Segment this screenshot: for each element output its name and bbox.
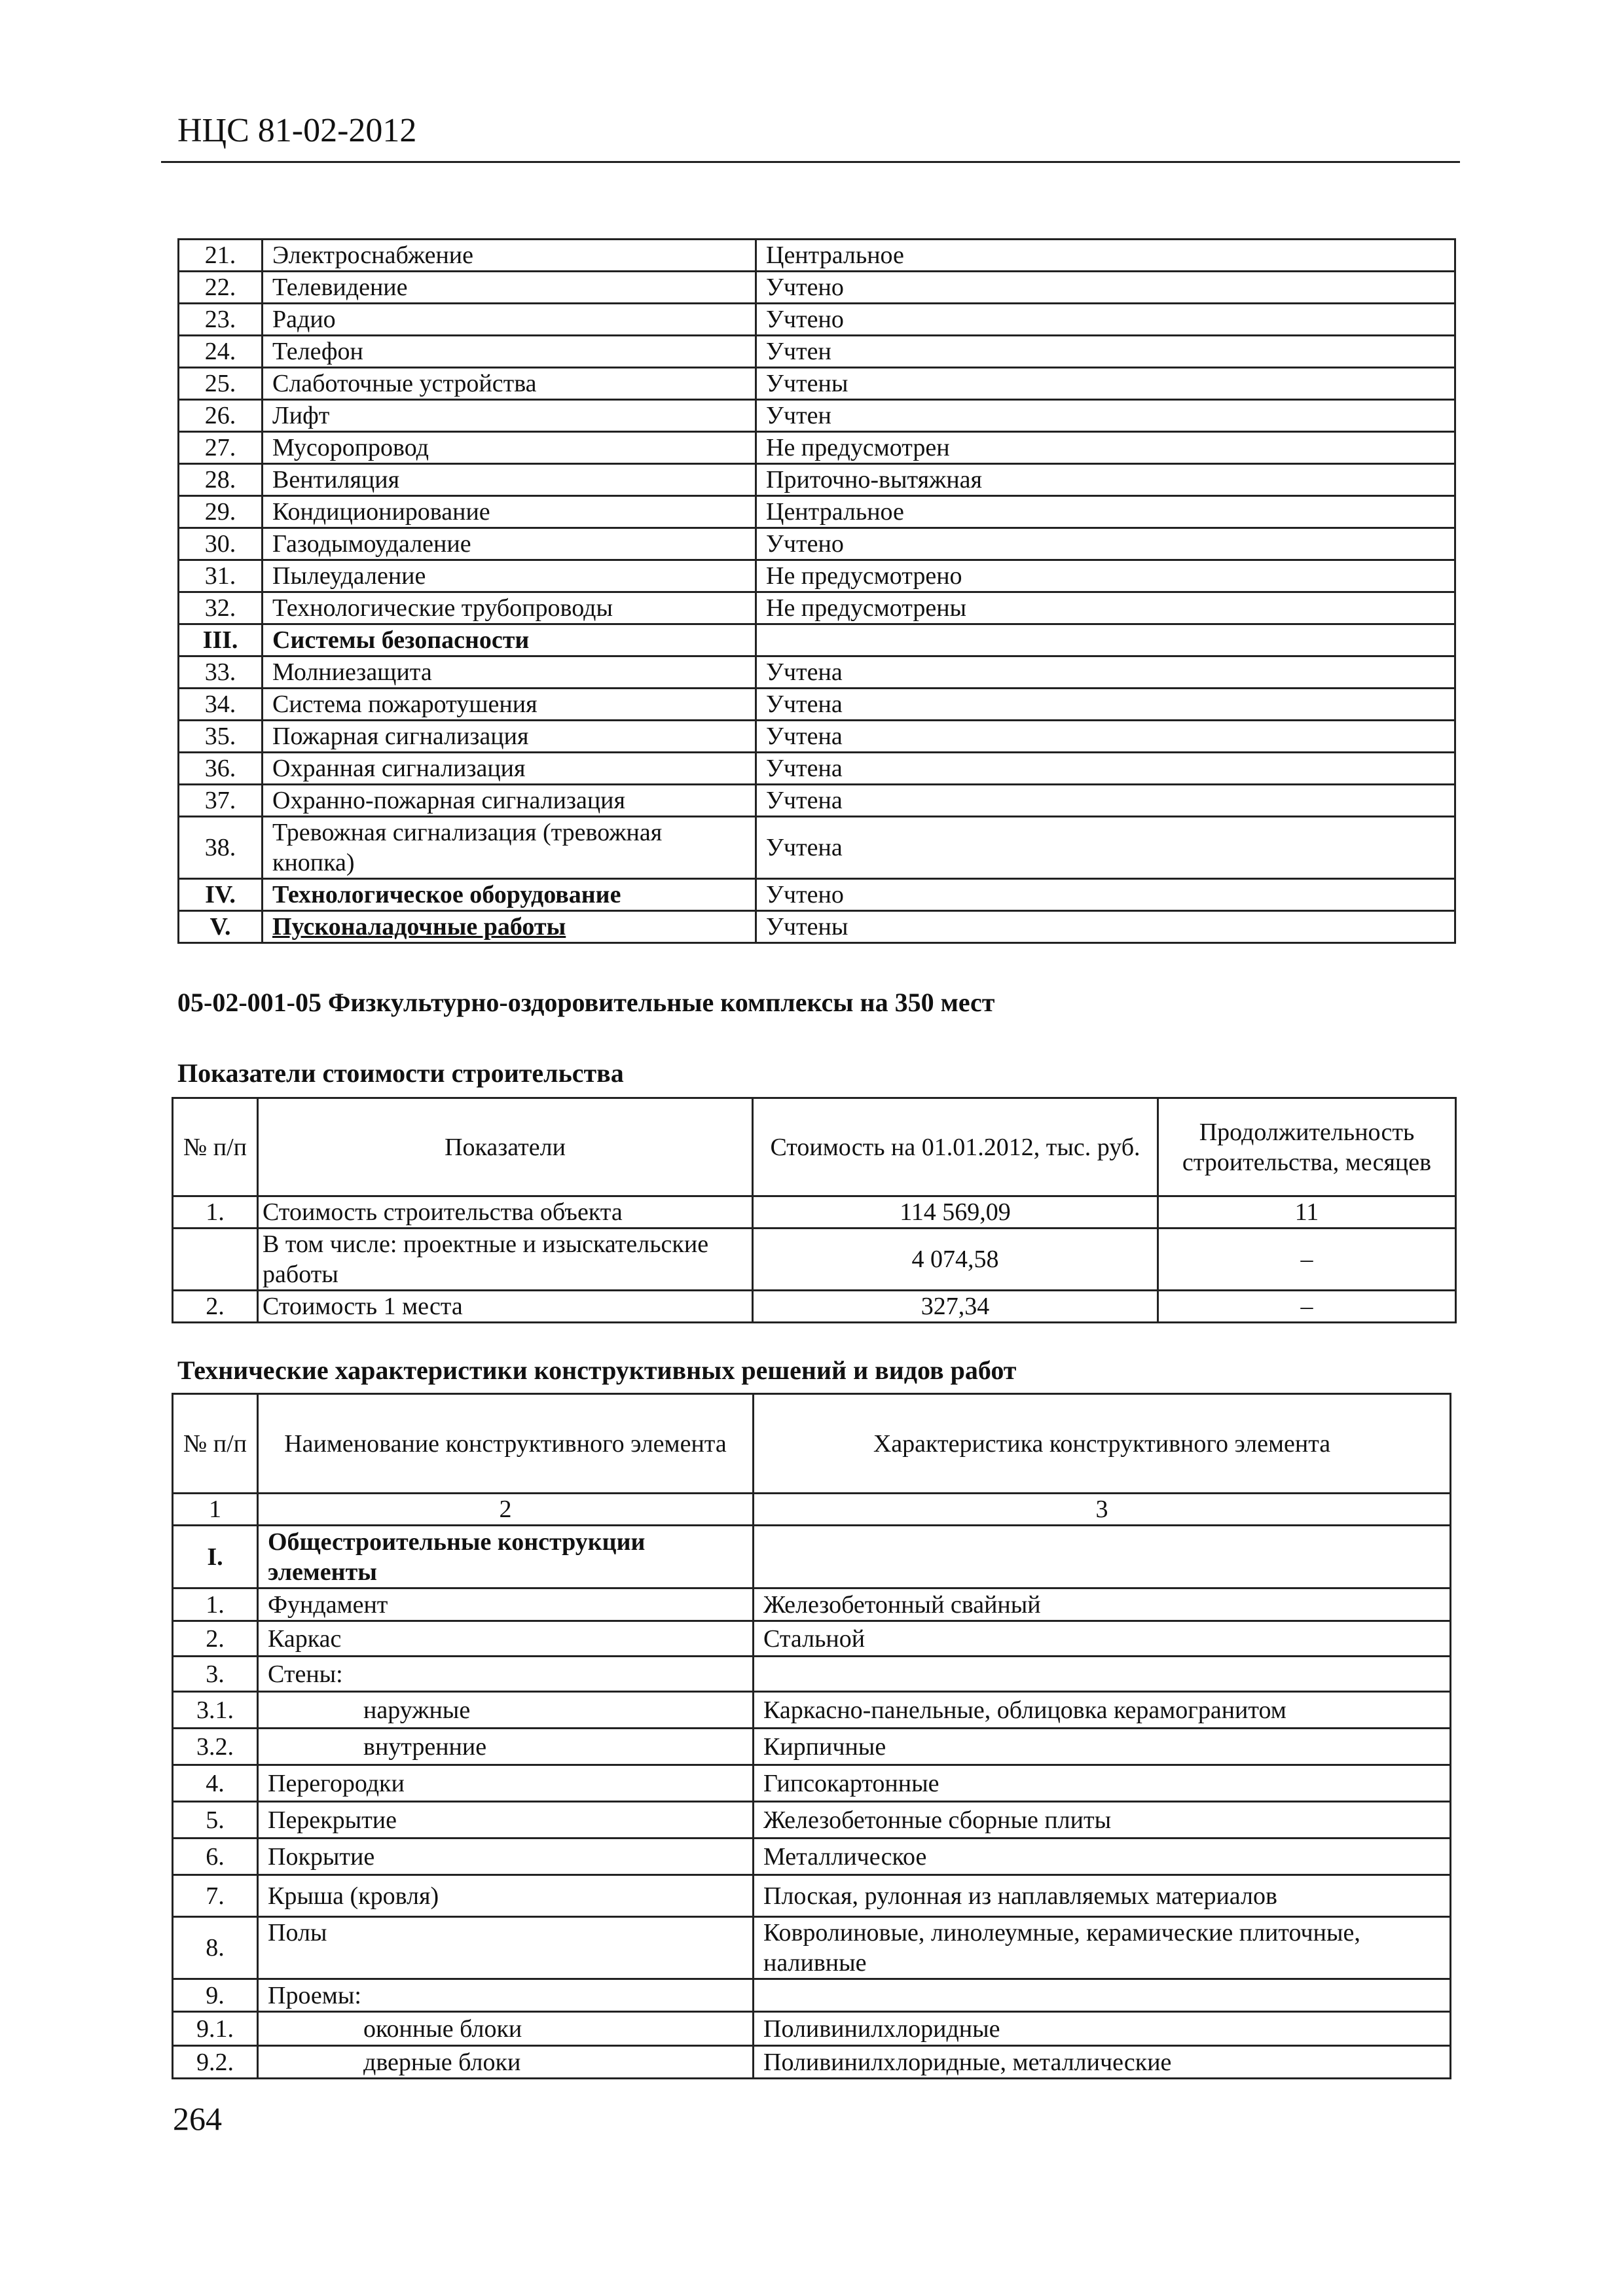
- tech-row-number: 7.: [173, 1875, 258, 1917]
- tech-row-value: [754, 1657, 1451, 1692]
- table-row: [173, 1765, 1451, 1802]
- table-row: [179, 336, 1455, 368]
- row-name: Электроснабжение: [263, 240, 756, 272]
- table-row: [179, 879, 1455, 911]
- tech-row-name: Фундамент: [258, 1588, 754, 1621]
- row-number: 25.: [179, 368, 263, 400]
- row-value: Учтены: [756, 368, 1455, 400]
- row-value: Приточно-вытяжная: [756, 464, 1455, 496]
- cost-row-number: [173, 1229, 258, 1291]
- row-number: III.: [179, 624, 263, 656]
- tech-row-value: [754, 1979, 1451, 2012]
- row-name: Пусконаладочные работы: [263, 911, 756, 943]
- cost-row-duration: 11: [1158, 1196, 1456, 1229]
- tech-row-name: дверные блоки: [258, 2046, 754, 2079]
- row-number: 37.: [179, 785, 263, 817]
- table-row: [173, 1802, 1451, 1839]
- tech-table-body: [173, 1526, 1451, 2079]
- tech-row-value: Железобетонные сборные плиты: [754, 1802, 1451, 1839]
- tech-colnum-2: 2: [258, 1494, 754, 1526]
- tech-row-number: 2.: [173, 1621, 258, 1657]
- tech-row-number: 5.: [173, 1802, 258, 1839]
- row-value: Учтен: [756, 400, 1455, 432]
- table-row: [173, 1917, 1451, 1979]
- cost-table: [172, 1097, 1457, 1323]
- row-value: Учтена: [756, 817, 1455, 879]
- table-row: [179, 304, 1455, 336]
- tech-row-number: 6.: [173, 1839, 258, 1875]
- row-name: Слаботочные устройства: [263, 368, 756, 400]
- row-number: 31.: [179, 560, 263, 592]
- tech-row-value: Поливинилхлоридные: [754, 2012, 1451, 2046]
- row-name: Телефон: [263, 336, 756, 368]
- tech-row-value: Ковролиновые, линолеумные, керамические плиточные, наливные: [754, 1917, 1451, 1979]
- row-value: [756, 624, 1455, 656]
- row-value: Учтен: [756, 336, 1455, 368]
- row-value: Учтено: [756, 304, 1455, 336]
- table-row: [179, 496, 1455, 528]
- row-number: 29.: [179, 496, 263, 528]
- table-row: [173, 1291, 1456, 1323]
- row-value: Учтена: [756, 689, 1455, 721]
- row-value: Учтена: [756, 785, 1455, 817]
- tech-row-value: [754, 1526, 1451, 1588]
- cost-table-body: [173, 1196, 1456, 1323]
- tech-row-number: 9.2.: [173, 2046, 258, 2079]
- tech-row-name: Перекрытие: [258, 1802, 754, 1839]
- cost-row-number: 1.: [173, 1196, 258, 1229]
- cost-row-cost: 327,34: [753, 1291, 1158, 1323]
- row-name: Технологические трубопроводы: [263, 592, 756, 624]
- tech-row-number: 3.2.: [173, 1729, 258, 1765]
- tech-row-name: Общестроительные конструкции элементы: [258, 1526, 754, 1588]
- table-row: [179, 368, 1455, 400]
- row-value: Центральное: [756, 240, 1455, 272]
- tech-colnum-3: 3: [754, 1494, 1451, 1526]
- row-name: Телевидение: [263, 272, 756, 304]
- tech-colnum-1: 1: [173, 1494, 258, 1526]
- tech-row-name: Перегородки: [258, 1765, 754, 1802]
- row-number: IV.: [179, 879, 263, 911]
- tech-row-name: наружные: [258, 1692, 754, 1729]
- row-name: Молниезащита: [263, 656, 756, 689]
- tech-row-name: внутренние: [258, 1729, 754, 1765]
- row-name: Газодымоудаление: [263, 528, 756, 560]
- cost-header-num: № п/п: [173, 1098, 258, 1196]
- tech-row-number: 1.: [173, 1588, 258, 1621]
- tech-header-row: [173, 1394, 1451, 1494]
- table-row: [179, 785, 1455, 817]
- row-name: Радио: [263, 304, 756, 336]
- table-row: [179, 400, 1455, 432]
- row-name: Мусоропровод: [263, 432, 756, 464]
- table-row: [179, 464, 1455, 496]
- tech-row-name: Полы: [258, 1917, 754, 1979]
- row-number: 27.: [179, 432, 263, 464]
- systems-table-body: [179, 240, 1455, 943]
- cost-row-name: В том числе: проектные и изыскательские работы: [258, 1229, 753, 1291]
- tech-row-value: Плоская, рулонная из наплавляемых материалов: [754, 1875, 1451, 1917]
- row-number: 35.: [179, 721, 263, 753]
- row-number: 33.: [179, 656, 263, 689]
- tech-header-name: Наименование конструктивного элемента: [258, 1394, 754, 1494]
- table-row: [179, 560, 1455, 592]
- row-number: 22.: [179, 272, 263, 304]
- table-row: [173, 2012, 1451, 2046]
- row-value: Учтено: [756, 272, 1455, 304]
- table-row: [179, 592, 1455, 624]
- tech-row-name: Стены:: [258, 1657, 754, 1692]
- systems-table: [177, 238, 1456, 944]
- cost-header-row: [173, 1098, 1456, 1196]
- cost-header-name: Показатели: [258, 1098, 753, 1196]
- row-name: Вентиляция: [263, 464, 756, 496]
- tech-row-value: Гипсокартонные: [754, 1765, 1451, 1802]
- row-value: Не предусмотрено: [756, 560, 1455, 592]
- cost-row-duration: –: [1158, 1229, 1456, 1291]
- table-row: [173, 1526, 1451, 1588]
- document-code: НЦС 81-02-2012: [177, 112, 417, 149]
- table-row: [179, 624, 1455, 656]
- tech-row-number: 3.: [173, 1657, 258, 1692]
- table-row: [179, 656, 1455, 689]
- header-rule: [161, 161, 1460, 163]
- page-number: 264: [173, 2100, 222, 2137]
- table-row: [173, 1839, 1451, 1875]
- table-row: [179, 817, 1455, 879]
- row-name: Система пожаротушения: [263, 689, 756, 721]
- table-row: [173, 2046, 1451, 2079]
- row-value: Центральное: [756, 496, 1455, 528]
- row-value: Не предусмотрены: [756, 592, 1455, 624]
- tech-table: [172, 1393, 1451, 2079]
- tech-title: Технические характеристики конструктивных решений и видов работ: [177, 1355, 1017, 1385]
- cost-row-duration: –: [1158, 1291, 1456, 1323]
- row-value: Учтена: [756, 721, 1455, 753]
- cost-row-number: 2.: [173, 1291, 258, 1323]
- row-number: 36.: [179, 753, 263, 785]
- tech-row-value: Железобетонный свайный: [754, 1588, 1451, 1621]
- table-row: [173, 1621, 1451, 1657]
- cost-row-name: Стоимость строительства объекта: [258, 1196, 753, 1229]
- row-value: Учтена: [756, 753, 1455, 785]
- row-number: 24.: [179, 336, 263, 368]
- tech-row-name: Каркас: [258, 1621, 754, 1657]
- row-value: Учтено: [756, 528, 1455, 560]
- tech-row-number: 3.1.: [173, 1692, 258, 1729]
- tech-row-number: 9.1.: [173, 2012, 258, 2046]
- cost-header-duration: Продолжительность строительства, месяцев: [1158, 1098, 1456, 1196]
- tech-row-name: Покрытие: [258, 1839, 754, 1875]
- row-name: Охранная сигнализация: [263, 753, 756, 785]
- tech-row-name: оконные блоки: [258, 2012, 754, 2046]
- cost-row-cost: 4 074,58: [753, 1229, 1158, 1291]
- row-number: 30.: [179, 528, 263, 560]
- cost-row-name: Стоимость 1 места: [258, 1291, 753, 1323]
- section-title: 05-02-001-05 Физкультурно-оздоровительные комплексы на 350 мест: [177, 988, 995, 1017]
- tech-row-value: Кирпичные: [754, 1729, 1451, 1765]
- table-row: [173, 1875, 1451, 1917]
- table-row: [173, 1588, 1451, 1621]
- tech-row-name: Крыша (кровля): [258, 1875, 754, 1917]
- row-number: 32.: [179, 592, 263, 624]
- cost-header-cost: Стоимость на 01.01.2012, тыс. руб.: [753, 1098, 1158, 1196]
- table-row: [179, 689, 1455, 721]
- table-row: [179, 528, 1455, 560]
- table-row: [179, 721, 1455, 753]
- tech-row-number: 8.: [173, 1917, 258, 1979]
- row-value: Учтено: [756, 879, 1455, 911]
- tech-row-number: 4.: [173, 1765, 258, 1802]
- table-row: [179, 272, 1455, 304]
- row-name: Охранно-пожарная сигнализация: [263, 785, 756, 817]
- tech-row-value: Поливинилхлоридные, металлические: [754, 2046, 1451, 2079]
- tech-row-number: I.: [173, 1526, 258, 1588]
- row-number: 23.: [179, 304, 263, 336]
- table-row: [173, 1979, 1451, 2012]
- row-name: Системы безопасности: [263, 624, 756, 656]
- cost-title: Показатели стоимости строительства: [177, 1058, 624, 1088]
- table-row: [173, 1692, 1451, 1729]
- row-number: V.: [179, 911, 263, 943]
- row-number: 26.: [179, 400, 263, 432]
- cost-row-cost: 114 569,09: [753, 1196, 1158, 1229]
- table-row: [173, 1196, 1456, 1229]
- tech-row-value: Каркасно-панельные, облицовка керамогранитом: [754, 1692, 1451, 1729]
- tech-header-num: № п/п: [173, 1394, 258, 1494]
- row-number: 38.: [179, 817, 263, 879]
- row-name: Пожарная сигнализация: [263, 721, 756, 753]
- table-row: [173, 1229, 1456, 1291]
- tech-row-value: Стальной: [754, 1621, 1451, 1657]
- tech-row-name: Проемы:: [258, 1979, 754, 2012]
- row-value: Учтена: [756, 656, 1455, 689]
- row-name: Кондиционирование: [263, 496, 756, 528]
- row-name: Тревожная сигнализация (тревожная кнопка): [263, 817, 756, 879]
- tech-colnum-row: [173, 1494, 1451, 1526]
- row-name: Пылеудаление: [263, 560, 756, 592]
- tech-row-value: Металлическое: [754, 1839, 1451, 1875]
- table-row: [179, 432, 1455, 464]
- row-value: Не предусмотрен: [756, 432, 1455, 464]
- row-name: Технологическое оборудование: [263, 879, 756, 911]
- table-row: [173, 1657, 1451, 1692]
- row-number: 34.: [179, 689, 263, 721]
- table-row: [179, 911, 1455, 943]
- table-row: [173, 1729, 1451, 1765]
- table-row: [179, 753, 1455, 785]
- tech-header-value: Характеристика конструктивного элемента: [754, 1394, 1451, 1494]
- row-number: 28.: [179, 464, 263, 496]
- row-value: Учтены: [756, 911, 1455, 943]
- row-name: Лифт: [263, 400, 756, 432]
- table-row: [179, 240, 1455, 272]
- tech-row-number: 9.: [173, 1979, 258, 2012]
- row-number: 21.: [179, 240, 263, 272]
